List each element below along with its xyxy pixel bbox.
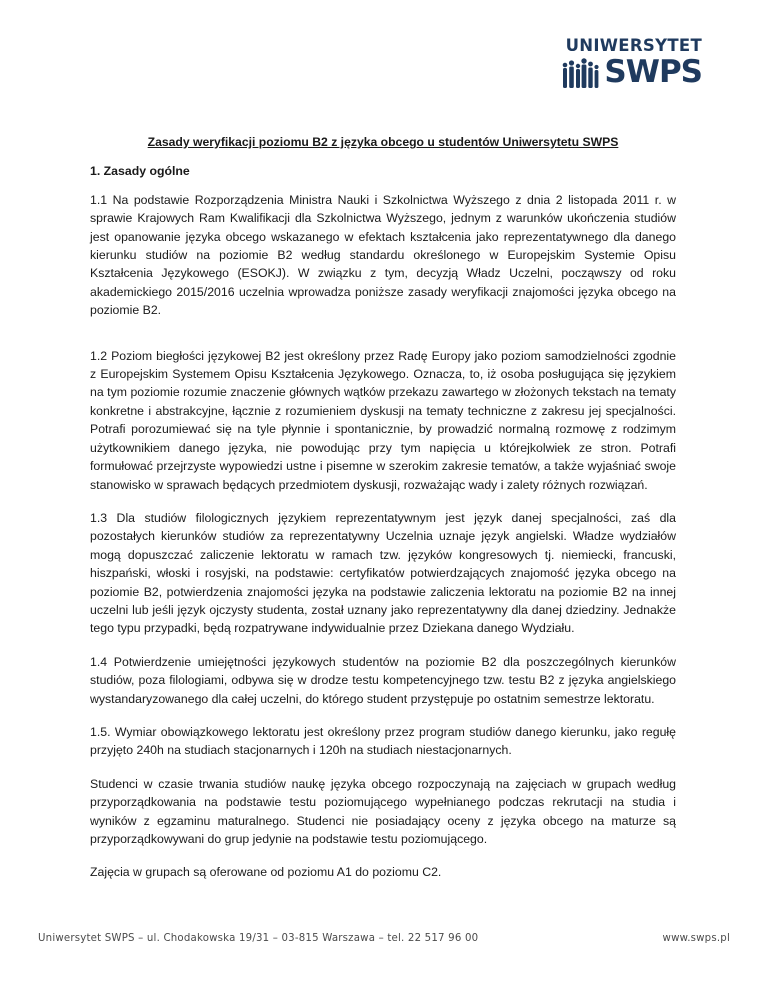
paragraph: 1.5. Wymiar obowiązkowego lektoratu jest określony przez program studiów danego kierunku, jako regułę przyjęto 240h na studiach stacjonarnych i 120h na studiach niestacjonarnych. bbox=[90, 724, 676, 758]
paragraph: 1.3 Dla studiów filologicznych językiem reprezentatywnym jest język danej specjalności, zaś dla pozostałych kierunków studiów za reprezentatywny Uczelnia uznaje język angielski. Władze wydziałów mogą dopuszczać zaliczenie lektoratu w ramach tzw. języków kongresowych tj. niemiecki, francuski, hiszpański, włoski i rosyjski, na podstawie: certyfikatów potwierdzających znajomość języka obcego na poziomie B2, potwierdzenia znajomości języka na podstawie zaliczenia lektoratu na poziomie B2 na innej uczelni lub jeśli język ojczysty studenta, został uznany jako reprezentatywny dla danej dziedziny. Jednakże tego typu przypadki, będą rozpatrywane indywidualnie przez Dziekana danego Wydziału. bbox=[90, 510, 676, 636]
footer-website[interactable]: www.swps.pl bbox=[662, 933, 730, 944]
logo-top-word: UNIWERSYTET bbox=[565, 36, 702, 55]
paragraph: 1.1 Na podstawie Rozporządzenia Ministra Nauki i Szkolnictwa Wyższego z dnia 2 listopada 2011 r. w sprawie Krajowych Ram Kwalifikacji dla Szkolnictwa Wyższego, jednym z warunków ukończenia studiów jest opanowanie języka obcego wskazanego w efektach kształcenia jako reprezentatywnego dla danego kierunku studiów na poziomie B2 według standardu określonego w Europejskim Systemie Opisu Kształcenia Językowego (ESOKJ). W związku z tym, decyzją Władz Uczelni, począwszy od roku akademickiego 2015/2016 uczelnia wprowadza poniższe zasady weryfikacji znajomości języka obcego na poziomie B2. bbox=[90, 192, 676, 318]
paragraph: 1.4 Potwierdzenie umiejętności językowych studentów na poziomie B2 dla poszczególnych kierunków studiów, poza filologiami, odbywa się w drodze testu kompetencyjnego tzw. testu B2 z języka angielskiego wystandaryzowanego dla całej uczelni, do którego student przystępuje po ostatnim semestrze lektoratu. bbox=[90, 654, 676, 706]
footer-address: Uniwersytet SWPS – ul. Chodakowska 19/31 – 03-815 Warszawa – tel. 22 517 96 00 bbox=[38, 933, 479, 944]
document-body bbox=[90, 133, 676, 897]
section-heading: 1. Zasady ogólne bbox=[90, 164, 190, 179]
university-logo bbox=[565, 36, 702, 94]
logo-bottom-word: SWPS bbox=[604, 54, 702, 90]
paragraph: Zajęcia w grupach są oferowane od poziomu A1 do poziomu C2. bbox=[90, 865, 442, 880]
page-footer bbox=[38, 933, 730, 944]
paragraph: 1.2 Poziom biegłości językowej B2 jest określony przez Radę Europy jako poziom samodzielności zgodnie z Europejskim Systemem Opisu Kształcenia Językowego. Oznacza, to, iż osoba posługująca się językiem na tym poziomie rozumie znaczenie głównych wątków przekazu zawartego w złożonych tekstach na tematy konkretne i abstrakcyjne, łącznie z rozumieniem dyskusji na tematy techniczne z zakresu jej specjalności. Potrafi porozumiewać się na tyle płynnie i spontanicznie, by prowadzić normalną rozmowę z rodzimym użytkownikiem danego języka, nie powodując przy tym napięcia u którejkolwiek ze stron. Potrafi formułować przejrzyste wypowiedzi ustne i pisemne w szerokim zakresie tematów, a także wyjaśniać swoje stanowisko w sprawach będących przedmiotem dyskusji, rozważając wady i zalety różnych rozwiązań. bbox=[90, 348, 676, 492]
paragraph: Studenci w czasie trwania studiów naukę języka obcego rozpoczynają na zajęciach w grupach według przyporządkowania na podstawie testu poziomującego wypełnianego podczas rekrutacji na studia i wyników z egzaminu maturalnego. Studenci nie posiadający oceny z języka obcego na maturze są przyporządkowywani do grup jedynie na podstawie testu poziomującego. bbox=[90, 776, 676, 846]
logo-bottom-row bbox=[561, 56, 702, 88]
people-silhouettes-icon bbox=[561, 56, 601, 88]
document-title: Zasady weryfikacji poziomu B2 z języka obcego u studentów Uniwersytetu SWPS bbox=[147, 135, 619, 149]
